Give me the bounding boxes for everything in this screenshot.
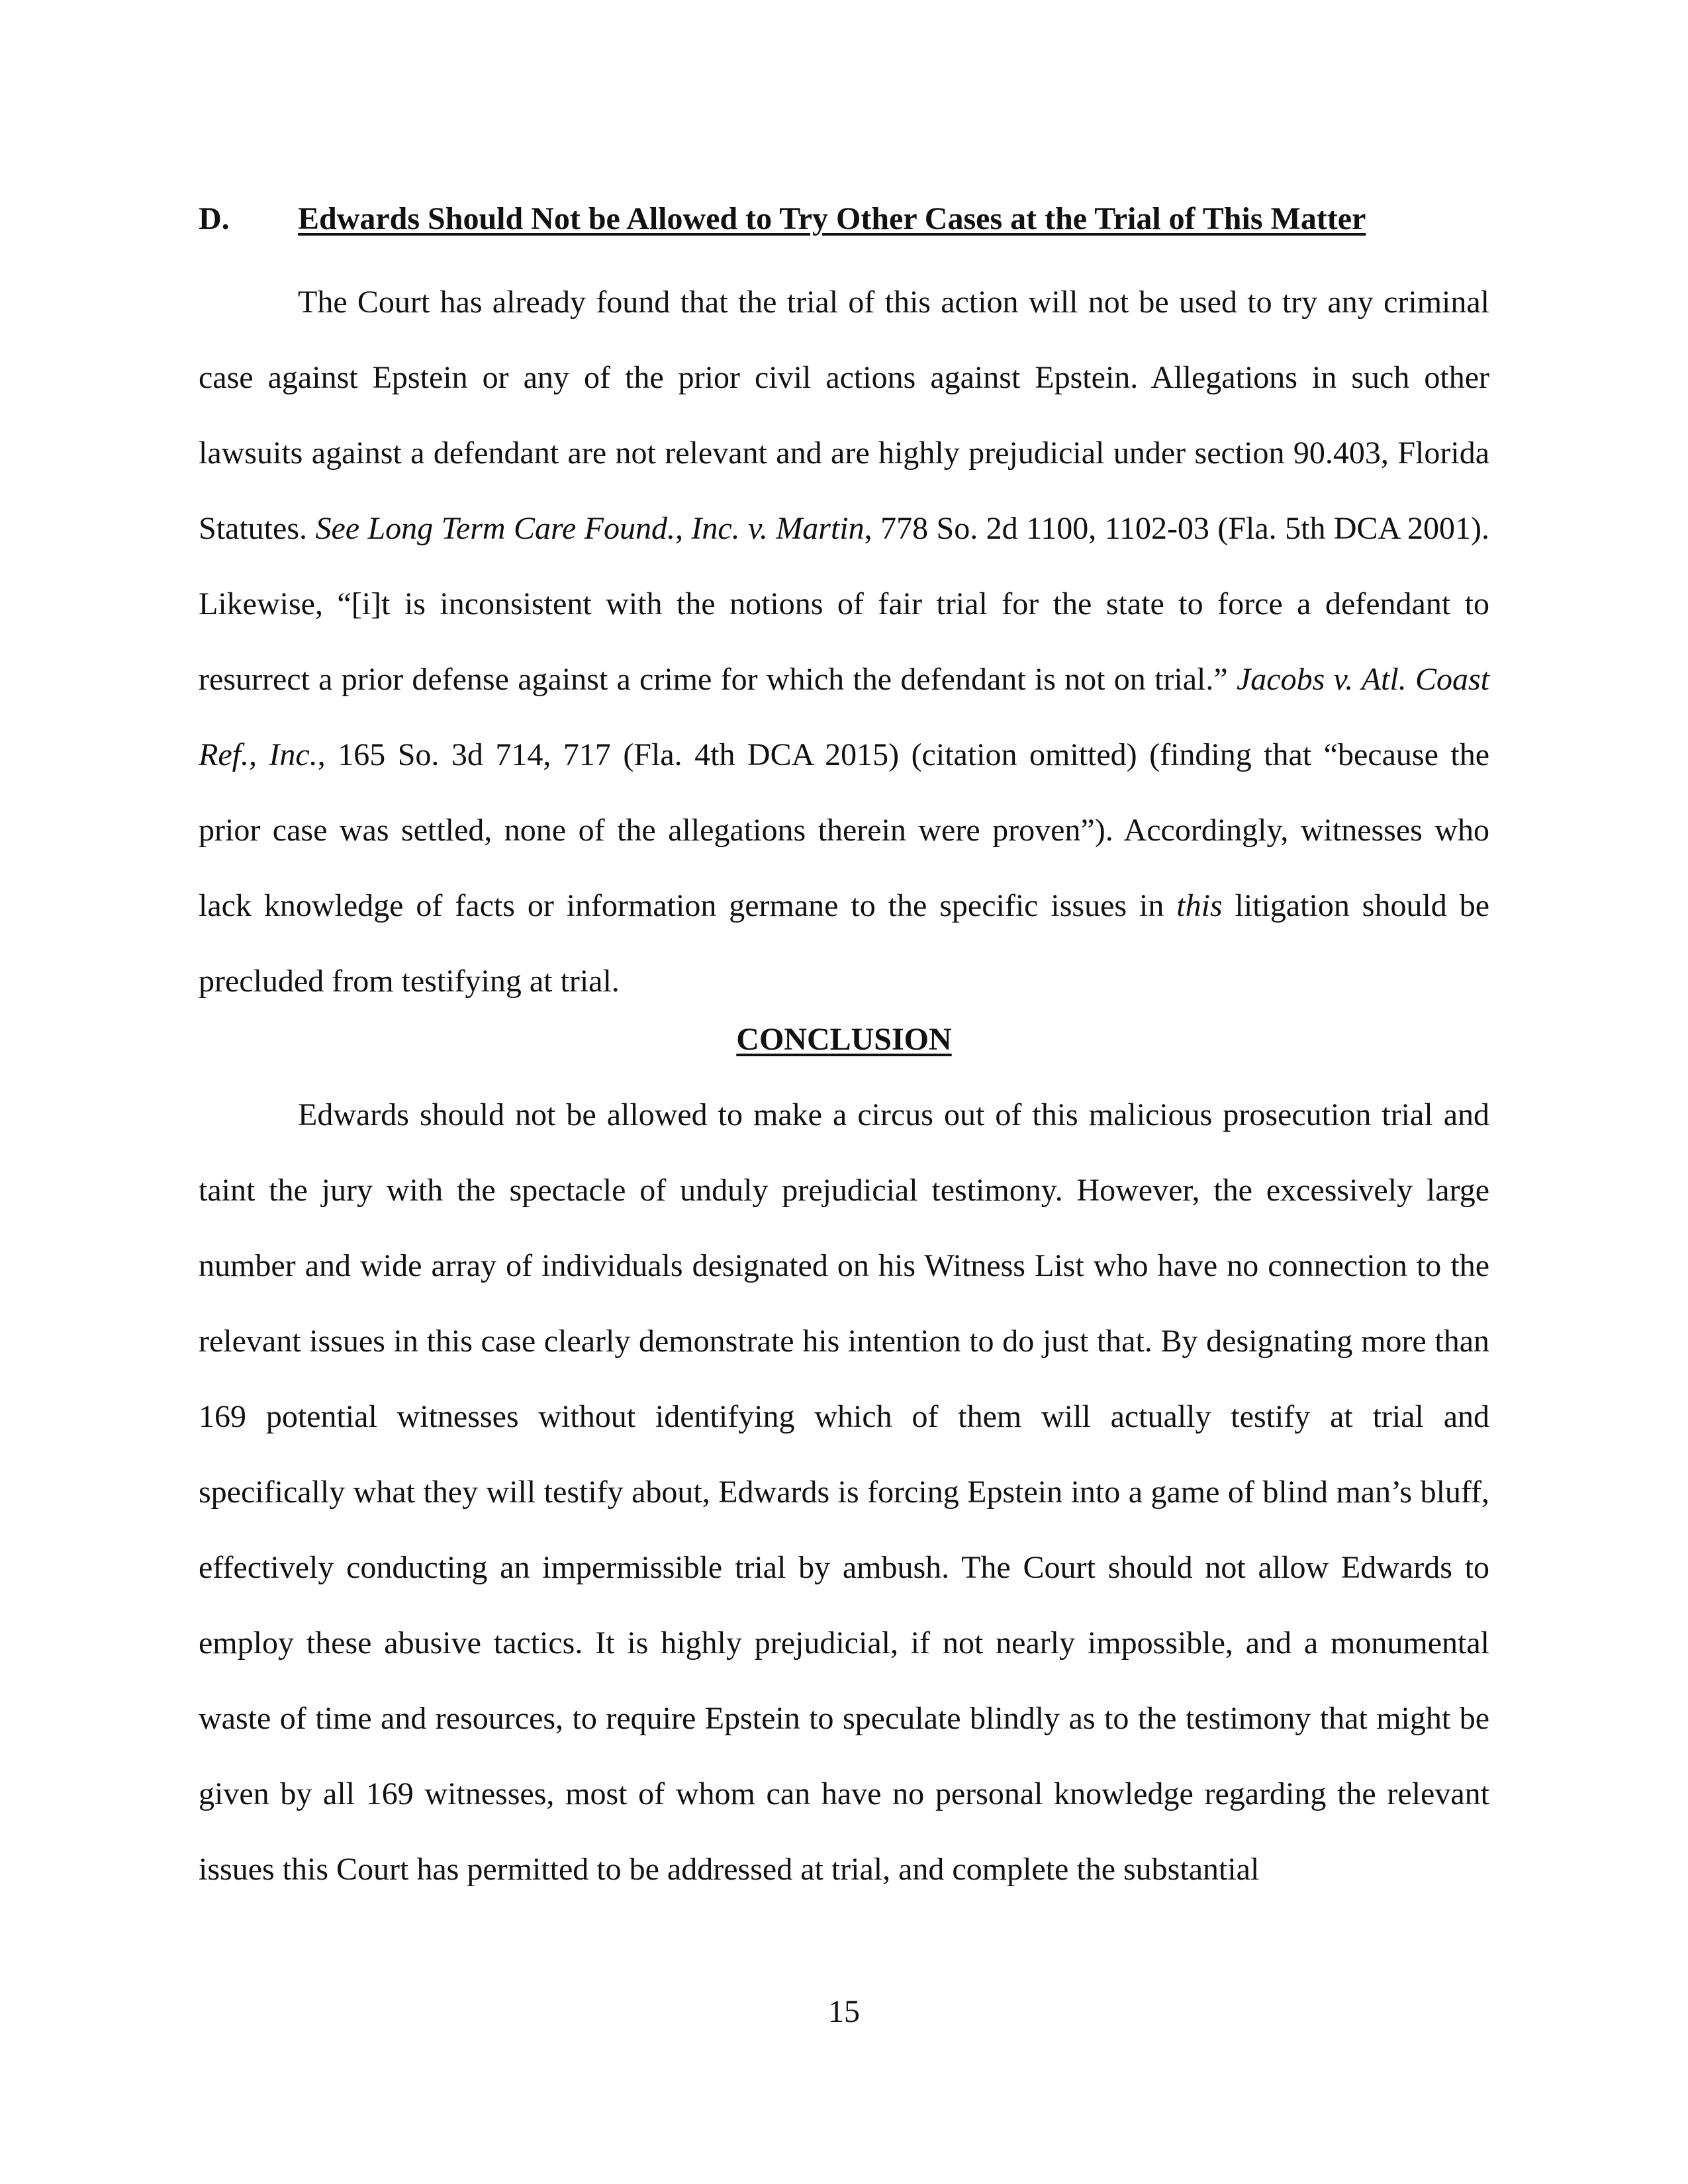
- section-d-title: Edwards Should Not be Allowed to Try Other Cases at the Trial of This Matter: [298, 201, 1366, 236]
- para1-text-2: , 778 So. 2d 1100, 1102-03 (Fla. 5th DCA 2001). Likewise, “[i]t is inconsistent with the notions of fair trial for the state to force a defendant to resurrect a prior defense against a crime for which the defendant is not on trial.”: [199, 511, 1490, 697]
- para1-text-3: , 165 So. 3d 714, 717 (Fla. 4th DCA 2015) (citation omitted) (finding that “because the prior case was settled, none of the allegations therein were proven”). Accordingly, witnesses who lack knowledge of facts or information germane to the specific issues in: [199, 737, 1490, 923]
- citation-long-term-care: See Long Term Care Found., Inc. v. Martin: [315, 511, 865, 546]
- para1-text-4: litigation should be precluded from testifying at trial.: [199, 888, 1490, 999]
- conclusion-heading: CONCLUSION: [736, 1022, 952, 1057]
- conclusion-paragraph: Edwards should not be allowed to make a circus out of this malicious prosecution trial and taint the jury with the spectacle of unduly prejudicial testimony. However, the excessively large number and wide array of individuals designated on his Witness List who have no connection to the relevant issues in this case clearly demonstrate his intention to do just that. By designating more than 169 potential witnesses without identifying which of them will actually testify at trial and specifically what they will testify about, Edwards is forcing Epstein into a game of blind man’s bluff, effectively conducting an impermissible trial by ambush. The Court should not allow Edwards to employ these abusive tactics. It is highly prejudicial, if not nearly impossible, and a monumental waste of time and resources, to require Epstein to speculate blindly as to the testimony that might be given by all 169 witnesses, most of whom can have no personal knowledge regarding the relevant issues this Court has permitted to be addressed at trial, and complete the substantial: [199, 1097, 1489, 1887]
- section-d-letter: D.: [199, 201, 230, 236]
- emphasis-this: this: [1176, 888, 1223, 923]
- para1-text-1: The Court has already found that the trial of this action will not be used to try any criminal case against Epstein or any of the prior civil actions against Epstein. Allegations in such other lawsuits against a defendant are not relevant and are highly prejudicial under section 90.403, Florida Statutes.: [199, 285, 1489, 546]
- page-number: 15: [828, 1994, 860, 2029]
- citation-jacobs: Jacobs v. Atl. Coast Ref., Inc.: [199, 662, 1490, 772]
- section-d-heading: [199, 196, 1496, 242]
- section-d-paragraph: [199, 265, 1489, 1019]
